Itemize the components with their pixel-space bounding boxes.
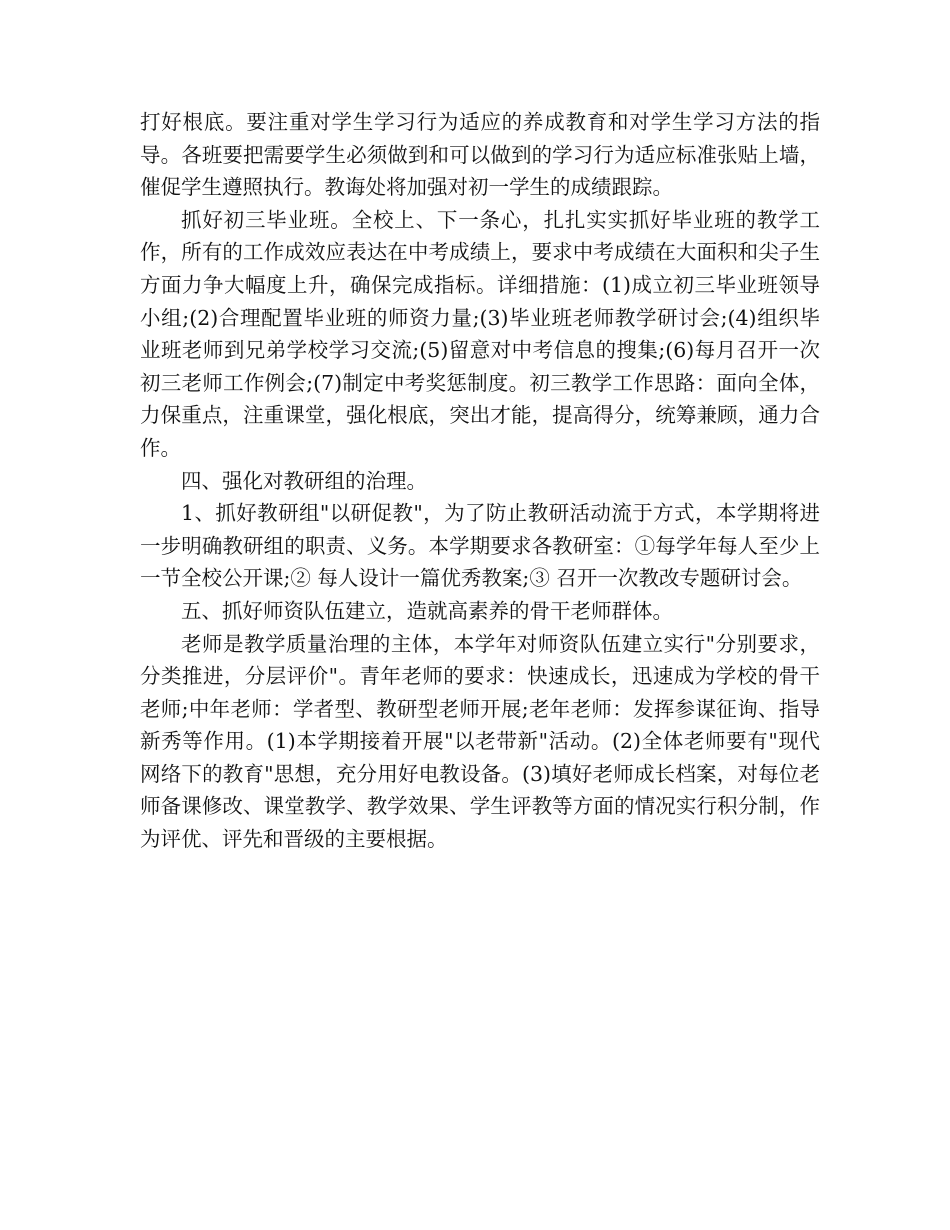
paragraph-teacher-team: 老师是教学质量治理的主体，本学年对师资队伍建立实行"分别要求，分类推进，分层评价"。青年老师的要求：快速成长，迅速成为学校的骨干老师;中年老师：学者型、教研型老师开展;老年老师：发挥参谋征询、指导新秀等作用。(1)本学期接着开展"以老带新"活动。(2)全体老师要有"现代网络下的教育"思想，充分用好电教设备。(3)填好老师成长档案，对每位老师备课修改、课堂教学、教学效果、学生评教等方面的情况实行积分制，作为评优、评先和晋级的主要根据。: [140, 631, 820, 852]
section-heading-four: 四、强化对教研组的治理。: [181, 468, 427, 493]
document-body: [140, 106, 820, 856]
paragraph-research-group: 1、抓好教研组"以研促教"，为了防止教研活动流于方式，本学期将进一步明确教研组的职责、义务。本学期要求各教研室：①每学年每人至少上一节全校公开课;② 每人设计一篇优秀教案;③ 召开一次教改专题研讨会。: [140, 501, 820, 591]
paragraph-continuation: 打好根底。要注重对学生学习行为适应的养成教育和对学生学习方法的指导。各班要把需要学生必须做到和可以做到的学习行为适应标准张贴上墙，催促学生遵照执行。教诲处将加强对初一学生的成绩跟踪。: [140, 110, 820, 200]
paragraph-graduating-class: 抓好初三毕业班。全校上、下一条心，扎扎实实抓好毕业班的教学工作，所有的工作成效应表达在中考成绩上，要求中考成绩在大面积和尖子生方面力争大幅度上升，确保完成指标。详细措施：(1)成立初三毕业班领导小组;(2)合理配置毕业班的师资力量;(3)毕业班老师教学研讨会;(4)组织毕业班老师到兄弟学校学习交流;(5)留意对中考信息的搜集;(6)每月召开一次初三老师工作例会;(7)制定中考奖惩制度。初三教学工作思路：面向全体，力保重点，注重课堂，强化根底，突出才能，提高得分，统筹兼顾，通力合作。: [140, 207, 820, 460]
section-heading-five: 五、抓好师资队伍建立，造就高素养的骨干老师群体。: [181, 598, 673, 623]
